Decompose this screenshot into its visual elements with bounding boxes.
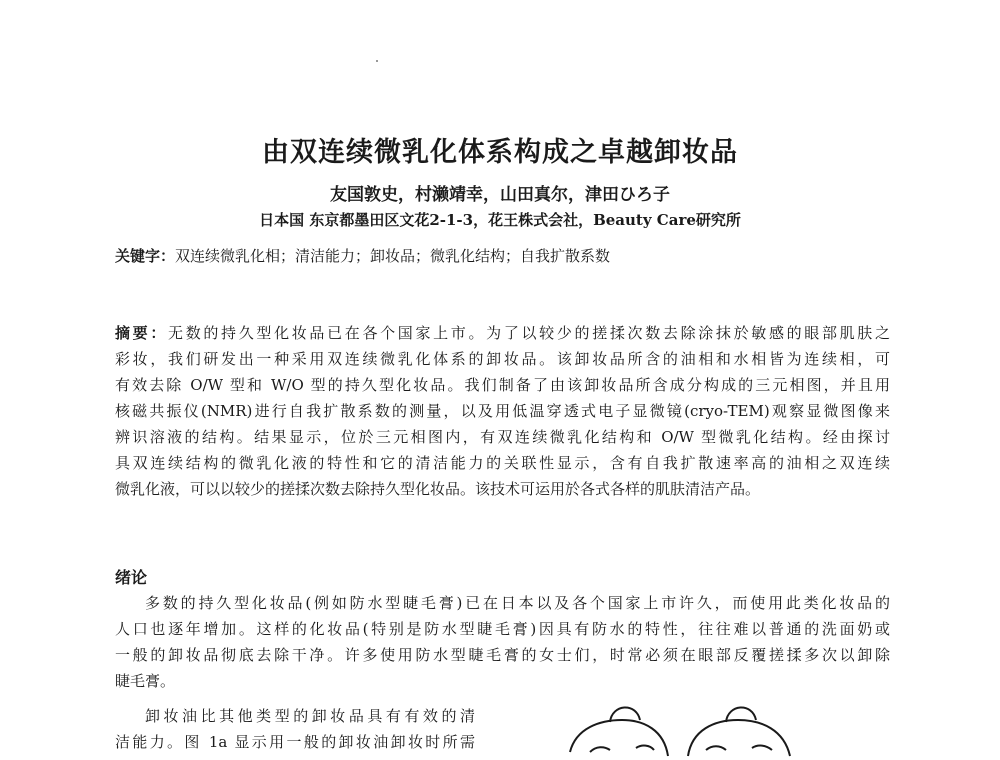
paragraph-line: 卸妆油比其他类型的卸妆品具有有效的清 xyxy=(145,707,475,725)
introduction-paragraph-2 xyxy=(115,703,475,755)
section-heading-introduction: 绪论 xyxy=(115,568,148,587)
scan-speck xyxy=(376,60,378,62)
abstract-line: 有效去除 O/W 型和 W/O 型的持久型化妆品。我们制备了由该卸妆品所含成分构成的三元相图，并且用 xyxy=(115,376,890,394)
abstract-line: 彩妆，我们研发出一种采用双连续微乳化体系的卸妆品。该卸妆品所含的油相和水相皆为连续相，可 xyxy=(115,350,890,368)
face-illustration-left xyxy=(570,707,668,756)
paragraph-line: 多数的持久型化妆品(例如防水型睫毛膏)已在日本以及各个国家上市许久，而使用此类化妆品的 xyxy=(145,594,890,612)
paper-title: 由双连续微乳化体系构成之卓越卸妆品 xyxy=(262,137,738,168)
keywords-label: 关键字： xyxy=(115,247,176,265)
paragraph-line: 洁能力。图 1a 显示用一般的卸妆油卸妆时所需 xyxy=(115,733,475,751)
author-list: 友国敦史，村濑靖幸，山田真尔，津田ひろ子 xyxy=(330,185,670,205)
figure-1-face-illustrations xyxy=(540,700,840,760)
affiliation: 日本国 东京都墨田区文花2-1-3，花王株式会社，Beauty Care研究所 xyxy=(259,211,741,229)
abstract xyxy=(115,320,890,502)
abstract-line: 摘要：无数的持久型化妆品已在各个国家上市。为了以较少的搓揉次数去除涂抹於敏感的眼部肌肤之 xyxy=(115,324,890,342)
keywords xyxy=(115,245,610,266)
abstract-line: 辨识溶液的结构。结果显示，位於三元相图内，有双连续微乳化结构和 O/W 型微乳化结构。经由探讨 xyxy=(115,428,890,446)
abstract-line: 核磁共振仪(NMR)进行自我扩散系数的测量，以及用低温穿透式电子显微镜(cryo-TEM)观察显微图像来 xyxy=(115,402,890,420)
abstract-line: 微乳化液，可以以较少的搓揉次数去除持久型化妆品。该技术可运用於各式各样的肌肤清洁产品。 xyxy=(115,480,761,498)
face-illustration-right xyxy=(688,707,790,756)
paragraph-line: 一般的卸妆品彻底去除干净。许多使用防水型睫毛膏的女士们，时常必须在眼部反覆搓揉多次以卸除 xyxy=(115,646,890,664)
keywords-text: 双连续微乳化相；清洁能力；卸妆品；微乳化结构；自我扩散系数 xyxy=(175,247,611,265)
abstract-line: 具双连续结构的微乳化液的特性和它的清洁能力的关联性显示，含有自我扩散速率高的油相之双连续 xyxy=(115,454,890,472)
paragraph-line: 人口也逐年增加。这样的化妆品(特别是防水型睫毛膏)因具有防水的特性，往往难以普通的洗面奶或 xyxy=(115,620,890,638)
abstract-label: 摘要： xyxy=(115,324,169,342)
introduction-paragraph-1 xyxy=(115,590,890,694)
paragraph-line: 睫毛膏。 xyxy=(115,672,176,690)
